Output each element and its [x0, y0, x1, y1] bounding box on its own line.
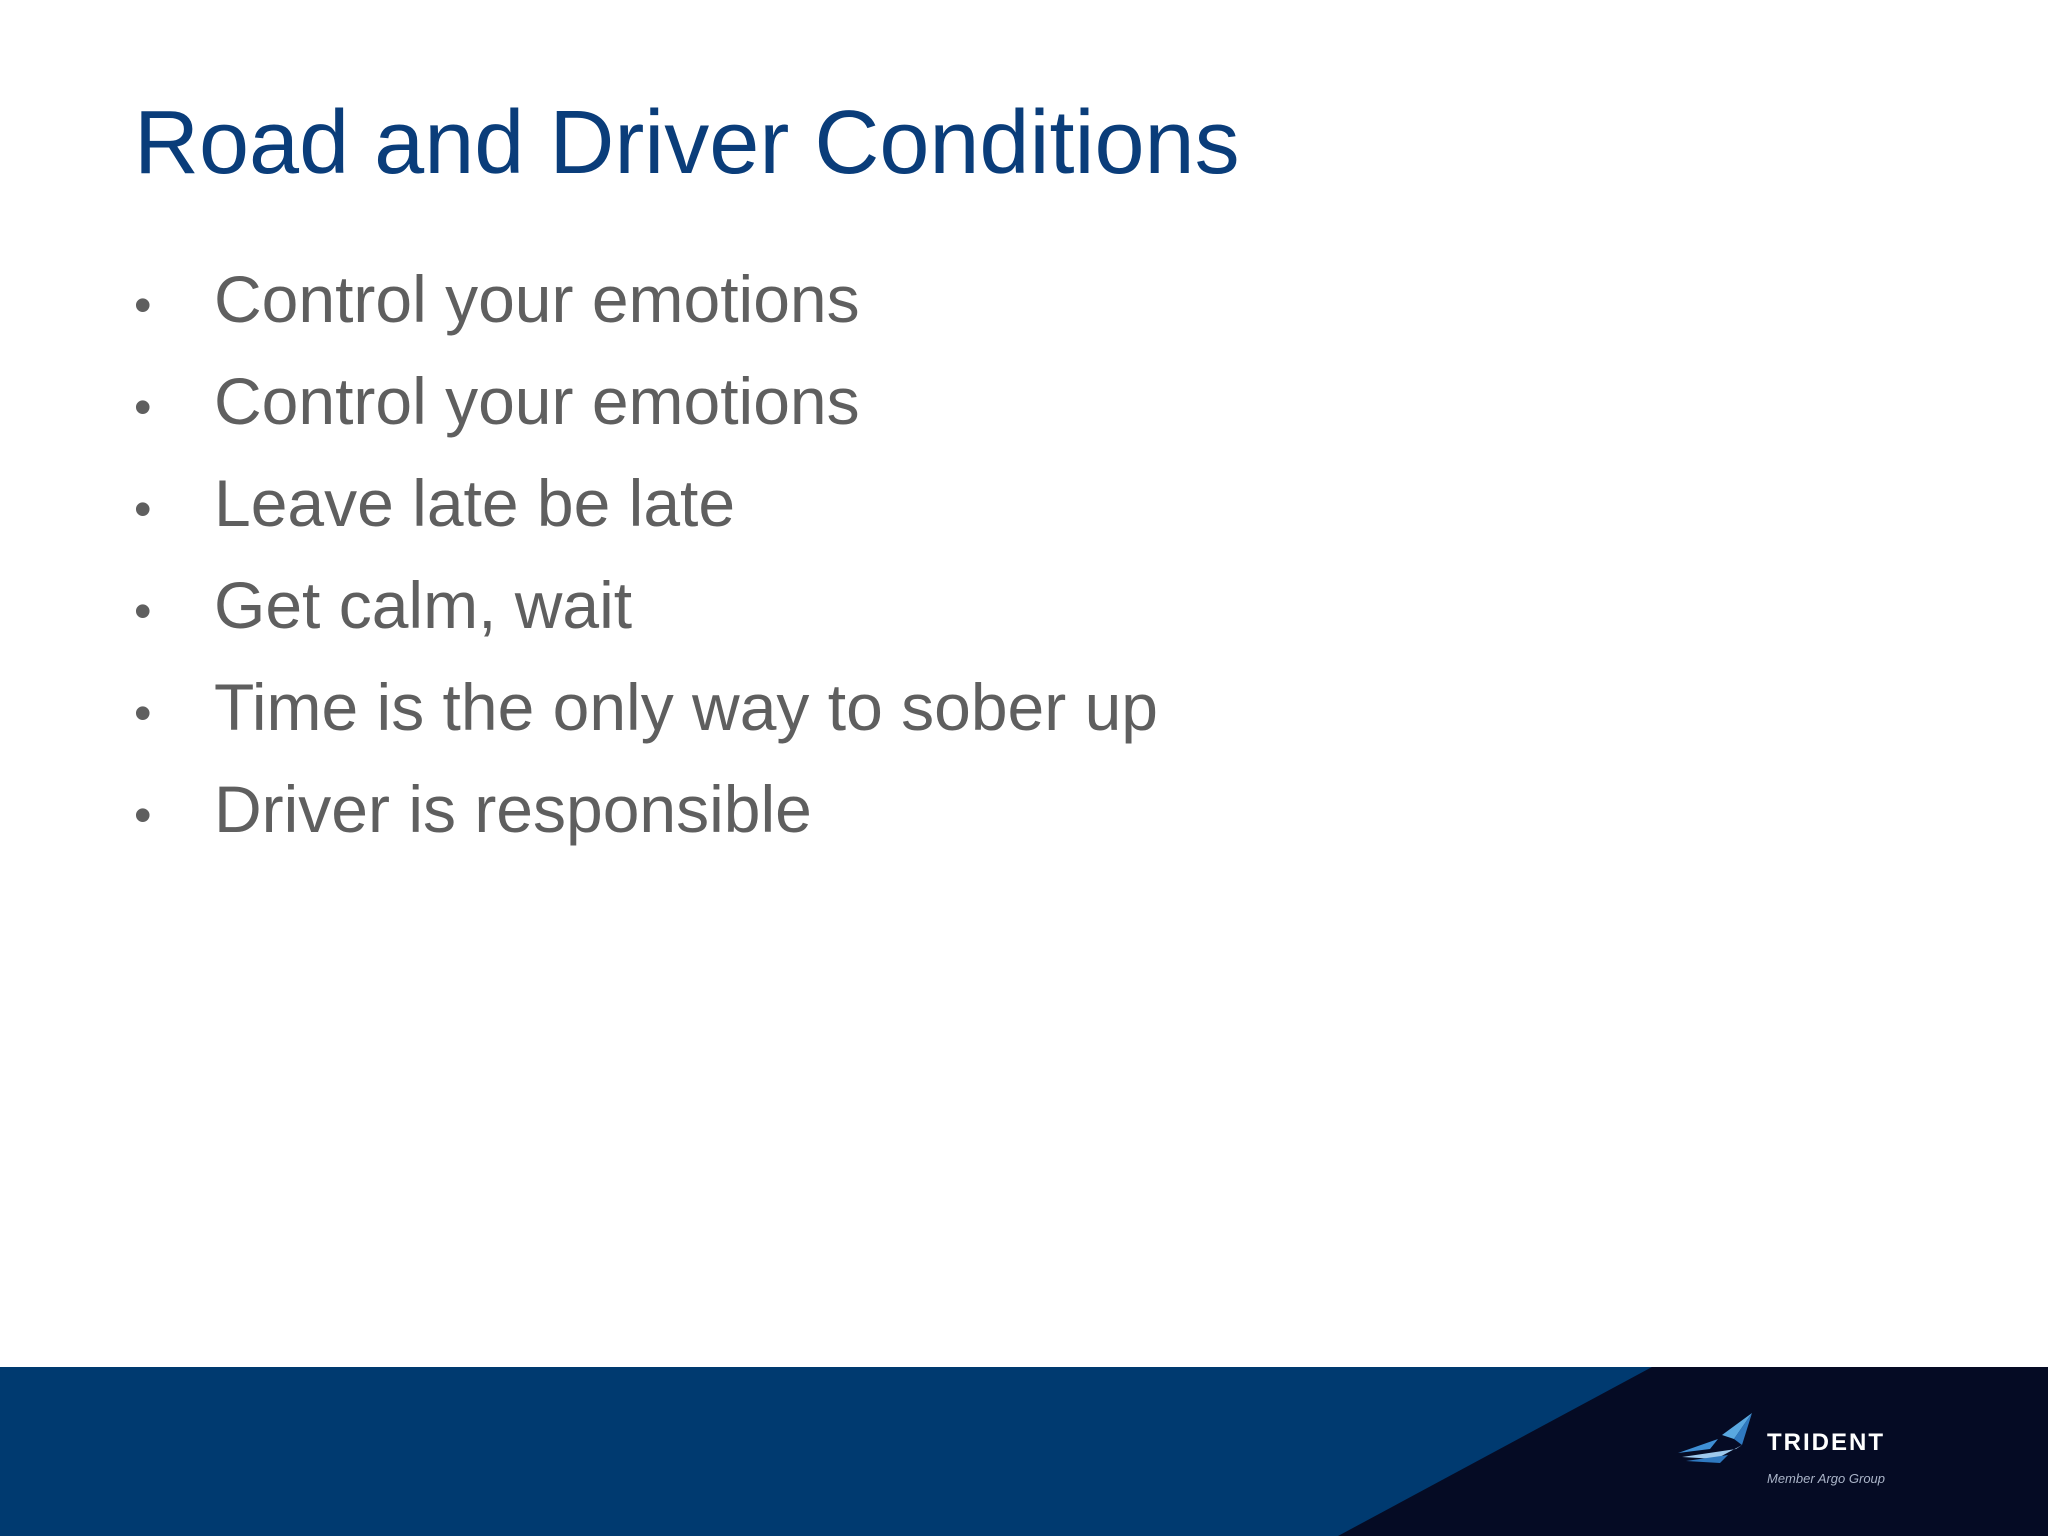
trident-logo — [1676, 1409, 1916, 1509]
bullet-text: Get calm, wait — [214, 568, 633, 642]
list-item — [134, 758, 1158, 860]
bullet-text: Control your emotions — [214, 262, 860, 336]
bullet-icon: • — [134, 481, 152, 537]
trident-logo-icon — [1676, 1409, 1766, 1469]
footer-band — [0, 1367, 2048, 1536]
list-item — [134, 248, 1158, 350]
logo-wordmark: TRIDENT — [1767, 1429, 1885, 1456]
list-item — [134, 554, 1158, 656]
list-item — [134, 452, 1158, 554]
list-item — [134, 656, 1158, 758]
bullet-icon: • — [134, 277, 152, 333]
logo-tagline: Member Argo Group — [1767, 1471, 1886, 1486]
bullet-icon: • — [134, 583, 152, 639]
bullet-text: Driver is responsible — [214, 772, 812, 846]
bullet-text: Control your emotions — [214, 364, 860, 438]
bullet-list — [134, 248, 1158, 860]
bullet-text: Time is the only way to sober up — [214, 670, 1158, 744]
list-item — [134, 350, 1158, 452]
bullet-icon: • — [134, 379, 152, 435]
bullet-icon: • — [134, 685, 152, 741]
bullet-text: Leave late be late — [214, 466, 736, 540]
bullet-icon: • — [134, 787, 152, 843]
slide-title: Road and Driver Conditions — [134, 93, 1240, 193]
